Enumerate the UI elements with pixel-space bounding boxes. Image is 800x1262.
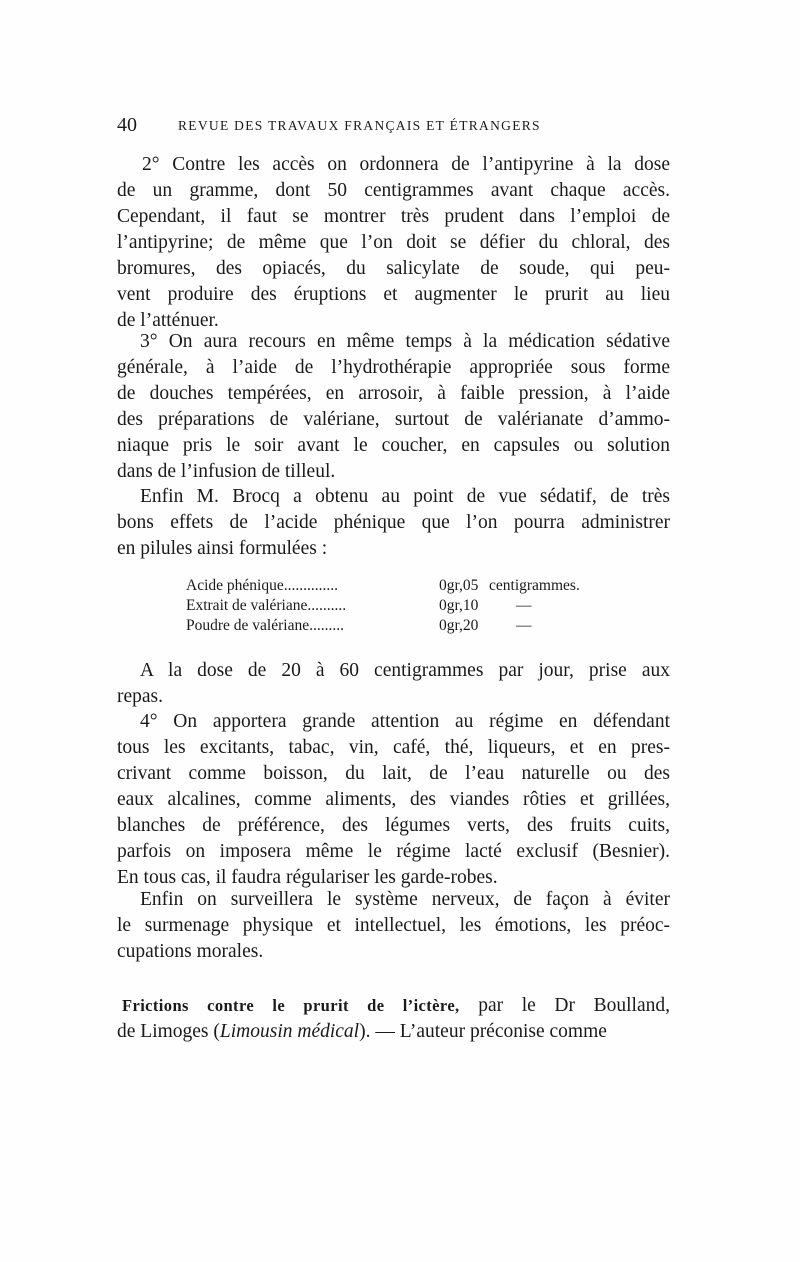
text-line: le surmenage physique et intellectuel, les émotions, les préoc- [117, 915, 670, 936]
ingredient-unit: — [516, 617, 532, 634]
recipe-row [186, 577, 616, 597]
text-line: cupations morales. [117, 941, 264, 962]
ingredient-name: Acide phénique.............. [186, 577, 338, 594]
text-line: bromures, des opiacés, du salicylate de soude, qui peu- [117, 258, 670, 279]
article-line-2 [117, 1019, 607, 1044]
article-intro: ). — L’auteur préconise comme [359, 1021, 607, 1042]
text-line: générale, à l’aide de l’hydrothérapie appropriée sous forme [117, 357, 670, 378]
page-header [117, 114, 677, 138]
ingredient-name: Extrait de valériane.......... [186, 597, 347, 614]
recipe-row [186, 617, 616, 637]
ingredient-name: Poudre de valériane......... [186, 617, 344, 634]
text-line: vent produire des éruptions et augmenter le prurit au lieu [117, 284, 670, 305]
text-line: eaux alcalines, comme aliments, des viandes rôties et grillées, [117, 789, 670, 810]
text-line: 3° On aura recours en même temps à la médication sédative [140, 331, 670, 352]
recipe-row [186, 597, 616, 617]
text-line: de douches tempérées, en arrosoir, à faible pression, à l’aide [117, 383, 670, 404]
article-line-1 [122, 993, 670, 1018]
text-line: parfois on imposera même le régime lacté exclusif (Besnier). [117, 841, 670, 862]
text-line: de l’atténuer. [117, 310, 219, 331]
ingredient-quantity: 0gr,05 [439, 577, 479, 594]
article-title: Frictions contre le prurit de l’ictère, [122, 996, 460, 1015]
text-line: l’antipyrine; de même que l’on doit se défier du chloral, des [117, 232, 670, 253]
text-line: 4° On apportera grande attention au régime en défendant [140, 711, 670, 732]
text-line: en pilules ainsi formulées : [117, 538, 328, 559]
text-line: dans de l’infusion de tilleul. [117, 461, 336, 482]
text-line: Enfin on surveillera le système nerveux, de façon à éviter [140, 889, 670, 910]
ingredient-unit: — [516, 597, 532, 614]
text-line: blanches de préférence, des légumes verts, des fruits cuits, [117, 815, 670, 836]
text-line: des préparations de valériane, surtout de valérianate d’ammo- [117, 409, 670, 430]
text-line: crivant comme boisson, du lait, de l’eau naturelle ou des [117, 763, 670, 784]
article-location: de Limoges ( [117, 1021, 220, 1042]
text-line: tous les excitants, tabac, vin, café, thé, liqueurs, et en pres- [117, 737, 670, 758]
text-line: de un gramme, dont 50 centigrammes avant chaque accès. [117, 180, 670, 201]
ingredient-quantity: 0gr,20 [439, 617, 479, 634]
text-line: A la dose de 20 à 60 centigrammes par jour, prise aux [140, 660, 670, 681]
text-line: repas. [117, 686, 164, 707]
page-number: 40 [117, 114, 137, 136]
running-title: REVUE DES TRAVAUX FRANÇAIS ET ÉTRANGERS [178, 118, 541, 133]
journal-name: Limousin médical [219, 1021, 360, 1042]
ingredient-quantity: 0gr,10 [439, 597, 479, 614]
text-line: En tous cas, il faudra régulariser les garde-robes. [117, 867, 498, 888]
text-line: Enfin M. Brocq a obtenu au point de vue sédatif, de très [140, 486, 670, 507]
article-author: par le Dr Boulland, [478, 995, 670, 1016]
text-line: Cependant, il faut se montrer très prudent dans l’emploi de [117, 206, 670, 227]
ingredient-unit: centigrammes. [489, 577, 580, 594]
text-line: bons effets de l’acide phénique que l’on pourra administrer [117, 512, 670, 533]
text-line: niaque pris le soir avant le coucher, en capsules ou solution [117, 435, 670, 456]
text-line: 2° Contre les accès on ordonnera de l’antipyrine à la dose [142, 154, 670, 175]
